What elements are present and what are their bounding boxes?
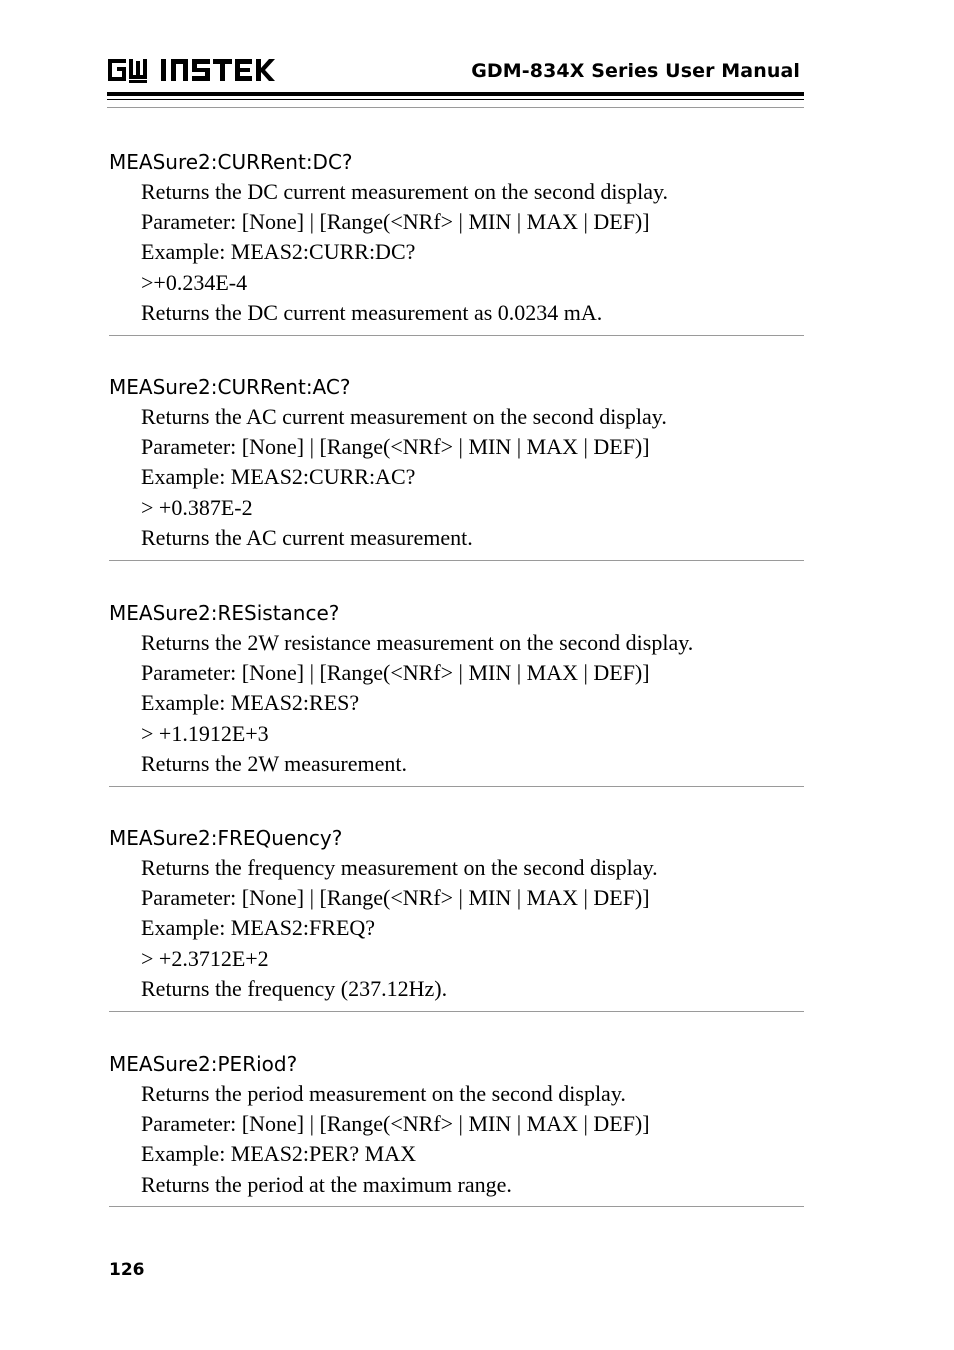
command-description: Returns the period measurement on the second display.	[141, 1081, 626, 1106]
command-example: Example: MEAS2:PER? MAX	[141, 1141, 416, 1167]
command-section-resistance	[109, 598, 804, 787]
command-description: Returns the AC current measurement on the second display.	[141, 404, 667, 429]
command-example: Example: MEAS2:FREQ?	[141, 915, 376, 941]
command-heading: MEASure2:CURRent:DC?	[109, 150, 353, 174]
command-parameter: Parameter: [None] | [Range(<NRf> | MIN | MAX | DEF)]	[141, 660, 650, 686]
command-heading: MEASure2:PERiod?	[109, 1052, 298, 1076]
manual-title: GDM-834X Series User Manual	[471, 60, 800, 82]
header-rule-thick	[107, 92, 804, 96]
command-parameter: Parameter: [None] | [Range(<NRf> | MIN | MAX | DEF)]	[141, 209, 650, 235]
command-response: > +2.3712E+2	[141, 945, 269, 971]
command-note: Returns the period at the maximum range.	[141, 1171, 512, 1197]
command-section-frequency	[109, 823, 804, 1012]
command-response: > +0.387E-2	[141, 494, 253, 520]
command-description: Returns the 2W resistance measurement on the second display.	[141, 630, 694, 655]
command-response: > +1.1912E+3	[141, 720, 269, 746]
command-response: >+0.234E-4	[141, 269, 248, 295]
command-note: Returns the 2W measurement.	[141, 750, 407, 776]
command-description: Returns the frequency measurement on the second display.	[141, 855, 658, 880]
command-section-period	[109, 1049, 804, 1207]
command-note: Returns the DC current measurement as 0.0234 mA.	[141, 299, 603, 325]
command-description: Returns the DC current measurement on the second display.	[141, 179, 669, 204]
header-rule-thin	[107, 99, 804, 100]
page-number: 126	[109, 1260, 145, 1280]
command-parameter: Parameter: [None] | [Range(<NRf> | MIN | MAX | DEF)]	[141, 1111, 650, 1137]
command-note: Returns the AC current measurement.	[141, 524, 473, 550]
command-example: Example: MEAS2:CURR:AC?	[141, 464, 416, 490]
command-parameter: Parameter: [None] | [Range(<NRf> | MIN | MAX | DEF)]	[141, 434, 650, 460]
gw-instek-logo	[108, 56, 280, 84]
command-example: Example: MEAS2:CURR:DC?	[141, 239, 416, 265]
command-parameter: Parameter: [None] | [Range(<NRf> | MIN | MAX | DEF)]	[141, 885, 650, 911]
command-note: Returns the frequency (237.12Hz).	[141, 975, 448, 1001]
command-heading: MEASure2:CURRent:AC?	[109, 375, 351, 399]
command-example: Example: MEAS2:RES?	[141, 690, 360, 716]
command-heading: MEASure2:FREQuency?	[109, 826, 343, 850]
command-section-curr-ac	[109, 372, 804, 561]
content-top-rule	[107, 107, 804, 108]
command-heading: MEASure2:RESistance?	[109, 601, 340, 625]
command-section-curr-dc	[109, 147, 804, 336]
